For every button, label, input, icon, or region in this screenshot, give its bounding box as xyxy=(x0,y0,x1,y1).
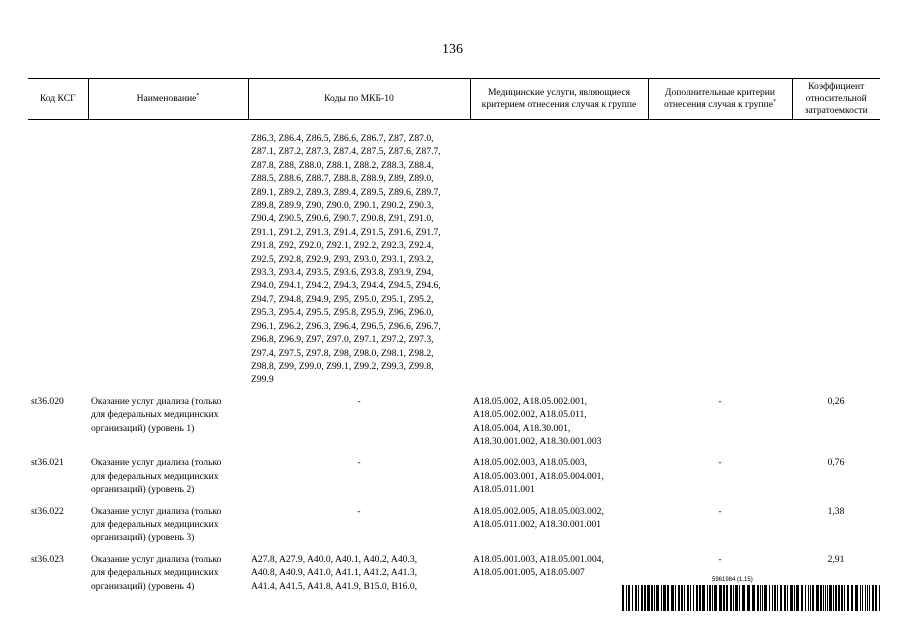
coefficient-cell: 0,76 xyxy=(827,457,845,469)
mkb-codes-cell: - xyxy=(357,395,361,407)
mkb-codes-cell: - xyxy=(357,457,361,469)
text-line: организаций) (уровень 2) xyxy=(91,484,195,496)
coefficient-cell: 2,91 xyxy=(827,553,845,565)
ksg-code-cell: st36.022 xyxy=(31,505,64,517)
mkb-codes-cell xyxy=(248,553,470,601)
text-line: организаций) (уровень 3) xyxy=(91,532,195,544)
text-line: A18.05.001.005, A18.05.007 xyxy=(473,567,585,579)
header-code: Код КСГ xyxy=(28,79,88,120)
text-line: Z92.5, Z92.8, Z92.9, Z93, Z93.0, Z93.1, Z93.2, xyxy=(251,253,434,265)
name-cell xyxy=(88,395,248,457)
table-row xyxy=(28,505,880,553)
text-line: Z87.1, Z87.2, Z87.3, Z87.4, Z87.5, Z87.6, Z87.7, xyxy=(251,146,441,158)
text-line: A18.05.011.002, A18.30.001.001 xyxy=(473,518,602,530)
text-line: Z99.9 xyxy=(251,374,274,386)
text-line: A18.05.002, A18.05.002.001, xyxy=(473,395,588,407)
services-cell xyxy=(470,456,648,504)
text-line: Оказание услуг диализа (только xyxy=(91,457,222,469)
text-line: A27.8, A27.9, A40.0, A40.1, A40.2, A40.3, xyxy=(251,553,418,565)
criteria-cell: - xyxy=(718,395,722,407)
header-services: Медицинские услуги, являющиеся критерием отнесения случая к группе xyxy=(470,79,648,120)
barcode-image xyxy=(622,585,880,611)
barcode-label: 5961984 (1.15) xyxy=(712,577,753,583)
text-line: Z94.0, Z94.1, Z94.2, Z94.3, Z94.4, Z94.5, Z94.6, xyxy=(251,280,441,292)
text-line: A18.05.001.003, A18.05.001.004, xyxy=(473,553,604,565)
footnote-mark: * xyxy=(196,92,200,99)
criteria-cell: - xyxy=(718,505,722,517)
text-line: организаций) (уровень 4) xyxy=(91,580,195,592)
text-line: для федеральных медицинских xyxy=(91,470,219,482)
text-line: для федеральных медицинских xyxy=(91,409,219,421)
header-mkb: Коды по МКБ-10 xyxy=(248,79,470,120)
text-line: Z86.3, Z86.4, Z86.5, Z86.6, Z86.7, Z87, Z87.0, xyxy=(251,133,434,144)
text-line: Z97.4, Z97.5, Z97.8, Z98, Z98.0, Z98.1, Z98.2, xyxy=(251,347,434,359)
ksg-code-cell: st36.020 xyxy=(31,395,64,407)
text-line: Z95.3, Z95.4, Z95.5, Z95.8, Z95.9, Z96, Z96.0, xyxy=(251,307,434,319)
text-line: Z89.1, Z89.2, Z89.3, Z89.4, Z89.5, Z89.6, Z89.7, xyxy=(251,186,441,198)
header-name: Наименование* xyxy=(88,79,248,120)
mkb-codes-cell xyxy=(248,132,470,395)
footnote-mark: * xyxy=(772,98,776,105)
table-row xyxy=(28,395,880,457)
header-criteria: Дополнительные критерии отнесения случая к группе* xyxy=(648,79,792,120)
text-line: Z87.8, Z88, Z88.0, Z88.1, Z88.2, Z88.3, Z88.4, xyxy=(251,159,434,171)
text-line: A18.05.002.003, A18.05.003, xyxy=(473,457,588,469)
text-line: A18.05.002.005, A18.05.003.002, xyxy=(473,505,604,517)
name-cell xyxy=(88,553,248,601)
text-line: Z90.4, Z90.5, Z90.6, Z90.7, Z90.8, Z91, Z91.0, xyxy=(251,213,434,225)
ksg-table xyxy=(28,78,880,601)
text-line: Z91.1, Z91.2, Z91.3, Z91.4, Z91.5, Z91.6, Z91.7, xyxy=(251,226,441,238)
text-line: A41.4, A41.5, A41.8, A41.9, B15.0, B16.0, xyxy=(251,580,418,592)
text-line: Z89.8, Z89.9, Z90, Z90.0, Z90.1, Z90.2, Z90.3, xyxy=(251,200,434,212)
text-line: Оказание услуг диализа (только xyxy=(91,505,222,517)
services-cell xyxy=(470,505,648,553)
text-line: A18.30.001.002, A18.30.001.003 xyxy=(473,435,602,447)
coefficient-cell: 0,26 xyxy=(827,395,845,407)
text-line: A18.05.011.001 xyxy=(473,484,535,496)
name-cell xyxy=(88,505,248,553)
ksg-code-cell: st36.021 xyxy=(31,457,64,469)
table-header-row xyxy=(28,79,880,120)
text-line: Z94.7, Z94.8, Z94.9, Z95, Z95.0, Z95.1, Z95.2, xyxy=(251,293,434,305)
name-cell xyxy=(88,456,248,504)
criteria-cell: - xyxy=(718,553,722,565)
text-line: Z93.3, Z93.4, Z93.5, Z93.6, Z93.8, Z93.9, Z94, xyxy=(251,267,434,279)
services-cell xyxy=(470,395,648,457)
text-line: A40.8, A40.9, A41.0, A41.1, A41.2, A41.3, xyxy=(251,567,418,579)
coefficient-cell: 1,38 xyxy=(827,505,845,517)
text-line: Оказание услуг диализа (только xyxy=(91,395,222,407)
text-line: для федеральных медицинских xyxy=(91,567,219,579)
text-line: Z88.5, Z88.6, Z88.7, Z88.8, Z88.9, Z89, Z89.0, xyxy=(251,173,434,185)
criteria-cell: - xyxy=(718,457,722,469)
text-line: Z98.8, Z99, Z99.0, Z99.1, Z99.2, Z99.3, Z99.8, xyxy=(251,360,434,372)
table-row xyxy=(28,456,880,504)
text-line: Z96.1, Z96.2, Z96.3, Z96.4, Z96.5, Z96.6, Z96.7, xyxy=(251,320,441,332)
mkb-codes-cell: - xyxy=(357,505,361,517)
text-line: Z91.8, Z92, Z92.0, Z92.1, Z92.2, Z92.3, Z92.4, xyxy=(251,240,434,252)
text-line: организаций) (уровень 1) xyxy=(91,422,195,434)
text-line: A18.05.002.002, A18.05.011, xyxy=(473,409,587,421)
table-row-continued xyxy=(28,132,880,395)
text-line: для федеральных медицинских xyxy=(91,518,219,530)
text-line: A18.05.004, A18.30.001, xyxy=(473,422,571,434)
text-line: Оказание услуг диализа (только xyxy=(91,553,222,565)
page-number: 136 xyxy=(442,42,463,57)
header-coef: Коэффициент относительной затратоемкости xyxy=(792,79,880,120)
ksg-code-cell: st36.023 xyxy=(31,553,64,565)
text-line: A18.05.003.001, A18.05.004.001, xyxy=(473,470,604,482)
text-line: Z96.8, Z96.9, Z97, Z97.0, Z97.1, Z97.2, Z97.3, xyxy=(251,334,434,346)
